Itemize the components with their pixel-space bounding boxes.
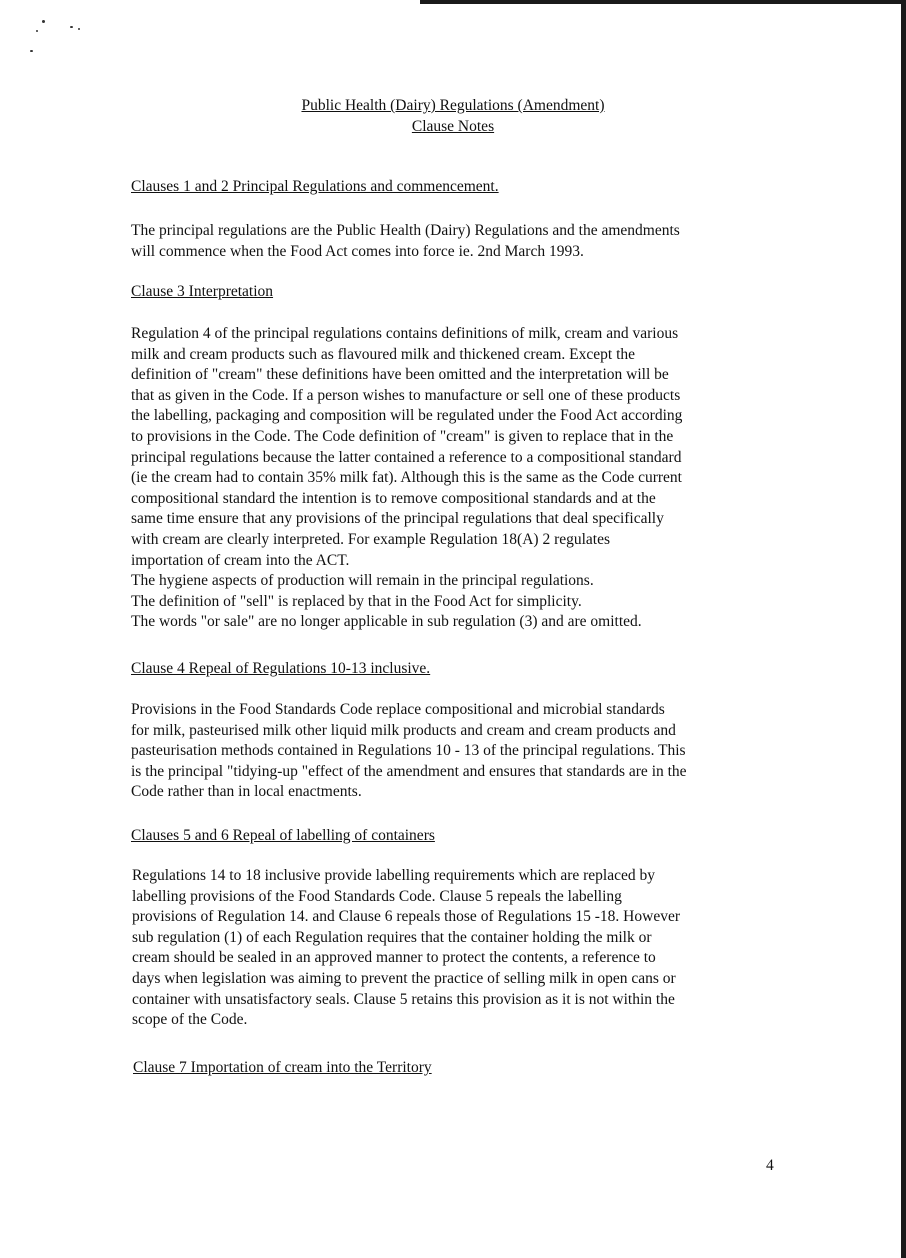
text-line: Regulation 4 of the principal regulations contains definitions of milk, cream and various <box>131 325 679 342</box>
scan-speck <box>36 30 38 32</box>
section-heading-clauses-1-2: Clauses 1 and 2 Principal Regulations and commencement. <box>131 178 499 195</box>
text-line: same time ensure that any provisions of the principal regulations that deal specifically <box>131 510 664 528</box>
text-line: will commence when the Food Act comes into force ie. 2nd March 1993. <box>131 242 584 260</box>
section-heading-clause-4: Clause 4 Repeal of Regulations 10-13 inclusive. <box>131 660 431 677</box>
text-line: sub regulation (1) of each Regulation requires that the container holding the milk or <box>132 928 652 946</box>
section-heading-clause-7: Clause 7 Importation of cream into the Territory <box>133 1059 432 1076</box>
document-title <box>0 95 906 137</box>
text-line: importation of cream into the ACT. <box>131 551 350 569</box>
text-line: principal regulations because the latter contained a reference to a compositional standard <box>131 448 682 466</box>
text-line: to provisions in the Code. The Code definition of "cream" is given to replace that in the <box>131 427 674 445</box>
section-heading-clauses-5-6: Clauses 5 and 6 Repeal of labelling of containers <box>131 827 435 844</box>
section-body-clauses-5-6 <box>132 866 680 1031</box>
text-line: scope of the Code. <box>132 1011 248 1029</box>
text-line: The definition of "sell" is replaced by that in the Food Act for simplicity. <box>131 592 582 610</box>
text-line: The principal regulations are the Public Health (Dairy) Regulations and the amendments <box>131 222 680 239</box>
text-line: (ie the cream had to contain 35% milk fat). Although this is the same as the Code current <box>131 469 682 487</box>
section-body-clauses-1-2 <box>131 221 680 262</box>
page-number: 4 <box>766 1157 774 1174</box>
text-line: definition of "cream" these definitions have been omitted and the interpretation will be <box>131 366 669 384</box>
scan-border-top <box>420 0 906 4</box>
title-line-1: Public Health (Dairy) Regulations (Amendment) <box>301 97 605 114</box>
scan-speck <box>42 20 45 23</box>
section-body-clause-4 <box>131 700 687 803</box>
text-line: The words "or sale" are no longer applicable in sub regulation (3) and are omitted. <box>131 613 642 631</box>
text-line: milk and cream products such as flavoured milk and thickened cream. Except the <box>131 345 635 363</box>
text-line: is the principal "tidying-up "effect of the amendment and ensures that standards are in the <box>131 762 687 780</box>
text-line: the labelling, packaging and composition will be regulated under the Food Act according <box>131 407 683 425</box>
text-line: that as given in the Code. If a person wishes to manufacture or sell one of these products <box>131 386 681 404</box>
scan-border-right <box>901 0 906 1258</box>
text-line: pasteurisation methods contained in Regulations 10 - 13 of the principal regulations. This <box>131 742 686 760</box>
text-line: Code rather than in local enactments. <box>131 783 362 801</box>
text-line: The hygiene aspects of production will remain in the principal regulations. <box>131 572 594 590</box>
text-line: provisions of Regulation 14. and Clause 6 repeals those of Regulations 15 -18. However <box>132 908 680 926</box>
title-line-2: Clause Notes <box>411 118 495 135</box>
text-line: Provisions in the Food Standards Code replace compositional and microbial standards <box>131 701 665 718</box>
scan-speck <box>78 28 80 30</box>
scan-speck <box>30 50 33 52</box>
text-line: for milk, pasteurised milk other liquid milk products and cream and cream products and <box>131 721 676 739</box>
text-line: cream should be sealed in an approved manner to protect the contents, a reference to <box>132 949 656 967</box>
text-line: labelling provisions of the Food Standards Code. Clause 5 repeals the labelling <box>132 887 622 905</box>
section-heading-clause-3: Clause 3 Interpretation <box>131 283 274 300</box>
scan-speck <box>70 26 73 28</box>
text-line: compositional standard the intention is to remove compositional standards and at the <box>131 489 656 507</box>
section-body-clause-3 <box>131 324 682 633</box>
text-line: Regulations 14 to 18 inclusive provide labelling requirements which are replaced by <box>132 867 655 884</box>
text-line: container with unsatisfactory seals. Clause 5 retains this provision as it is not within the <box>132 990 675 1008</box>
text-line: days when legislation was aiming to prevent the practice of selling milk in open cans or <box>132 969 676 987</box>
text-line: with cream are clearly interpreted. For example Regulation 18(A) 2 regulates <box>131 530 611 548</box>
